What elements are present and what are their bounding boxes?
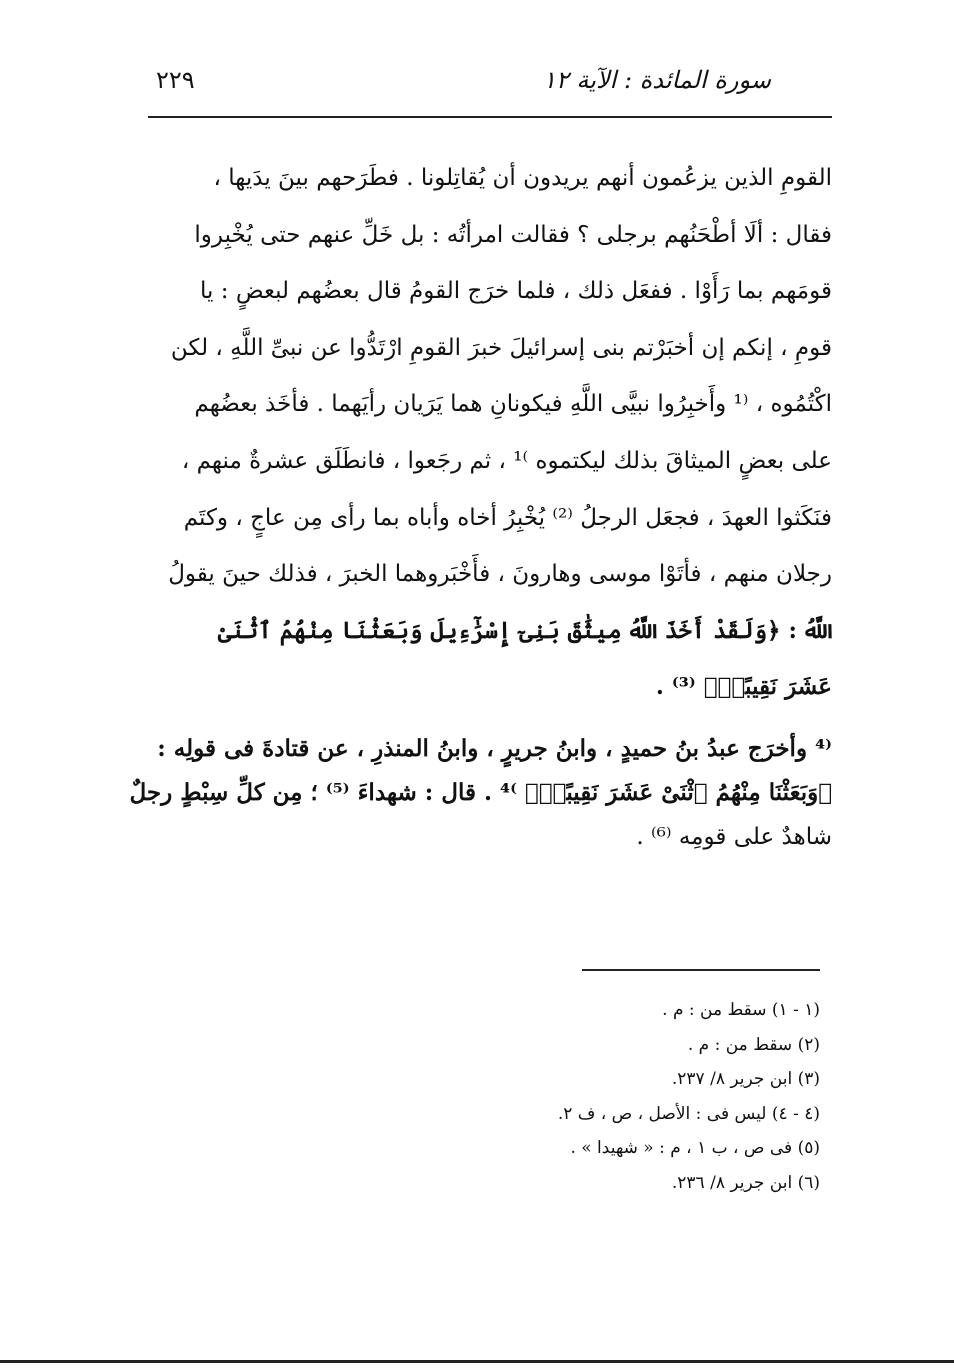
text-line: قومِ ، إنكم إن أخبَرْتم بنى إسرائيلَ خبرَ القومِ ارْتَدُّوا عن نبىِّ اللَّهِ ، لكن: [170, 334, 832, 361]
quran-verse-line: اللَّهُ : ﴿وَلَقَدْ أَخَذَ اللَّهُ مِيثَٰقَ بَنِىٓ إِسْرَٰٓءِيلَ وَبَعَثْنَا مِنْهُمُ ٱثْنَىْ: [217, 616, 832, 644]
header-rule: [148, 116, 832, 118]
text-line: قومَهم بما رَأَوْا . ففعَل ذلك ، فلما خرَج القومُ قال بعضُهم لبعضٍ : يا: [200, 278, 832, 305]
quran-verse-line: ﴿وَبَعَثْنَا مِنْهُمُ ٱثْنَىْ عَشَرَ نَقِيبًاۖ﴾ ⁾⁴ . قال : شهداءَ ⁽⁵⁾ ؛ مِن كلِّ سِبْطٍ رجلٌ: [129, 779, 832, 806]
footnote-item: (١ - ١) سقط من : م .: [662, 1000, 820, 1020]
text-line: شاهدٌ على قومِه ⁽⁶⁾ .: [636, 824, 832, 850]
page-header: [148, 62, 820, 102]
footnote-rule: [582, 969, 820, 971]
main-text: [140, 150, 832, 716]
page-number: ٢٢٩: [156, 66, 195, 94]
quran-verse-line: عَشَرَ نَقِيبًاۖ﴾ ⁽³⁾ .: [655, 673, 832, 701]
text-line: فنَكَثوا العهدَ ، فجعَل الرجلُ ⁽²⁾ يُخْبِرُ أخاه وأباه بما رأى مِن عاجٍ ، وكتَم: [183, 504, 832, 531]
footnotes: [480, 993, 820, 1201]
text-line: رجلان منهم ، فأتَوْا موسى وهارونَ ، فأَخْبَروهما الخبرَ ، فذلك حينَ يقولُ: [168, 561, 832, 588]
footnote-item: (٢) سقط من : م .: [687, 1034, 820, 1055]
footnote-item: (٥) فى ص ، ب ١ ، م : « شهيدا » .: [570, 1138, 820, 1159]
text-line: فقال : ألَا أطْحَنُهم برجلى ؟ فقالت امرأتُه : بل خَلِّ عنهم حتى يُخْبِروا: [194, 221, 832, 248]
page-bottom-edge: [0, 1360, 954, 1363]
running-title: سورة المائدة : الآية ١٢: [543, 66, 771, 94]
text-line: ⁽⁴ وأخرَج عبدُ بنُ حميدٍ ، وابنُ جريرٍ ، وابنُ المنذرِ ، عن قتادةَ فى قولِه :: [157, 735, 832, 762]
footnote-item: (٣) ابن جرير ٨/ ٢٣٧.: [671, 1069, 820, 1090]
text-line: القومِ الذين يزعُمون أنهم يريدون أن يُقاتِلونا . فطَرَحهم بينَ يدَيها ،: [213, 165, 832, 191]
footnote-item: (٦) ابن جرير ٨/ ٢٣٦.: [671, 1172, 820, 1193]
footnote-item: (٤ - ٤) ليس فى : الأصل ، ص ، ف ٢.: [557, 1103, 820, 1124]
text-line: على بعضٍ الميثاقَ بذلك ليكتموه ⁾¹ ، ثم رجَعوا ، فانطَلَق عشرةٌ منهم ،: [181, 447, 832, 474]
second-paragraph: [129, 727, 832, 859]
text-line: اكْتُمُوه ، ⁽¹ وأَخبِرُوا نبيَّى اللَّهِ فيكونانِ هما يَرَيان رأيَهما . فأخَذ بعضُهم: [194, 391, 832, 418]
